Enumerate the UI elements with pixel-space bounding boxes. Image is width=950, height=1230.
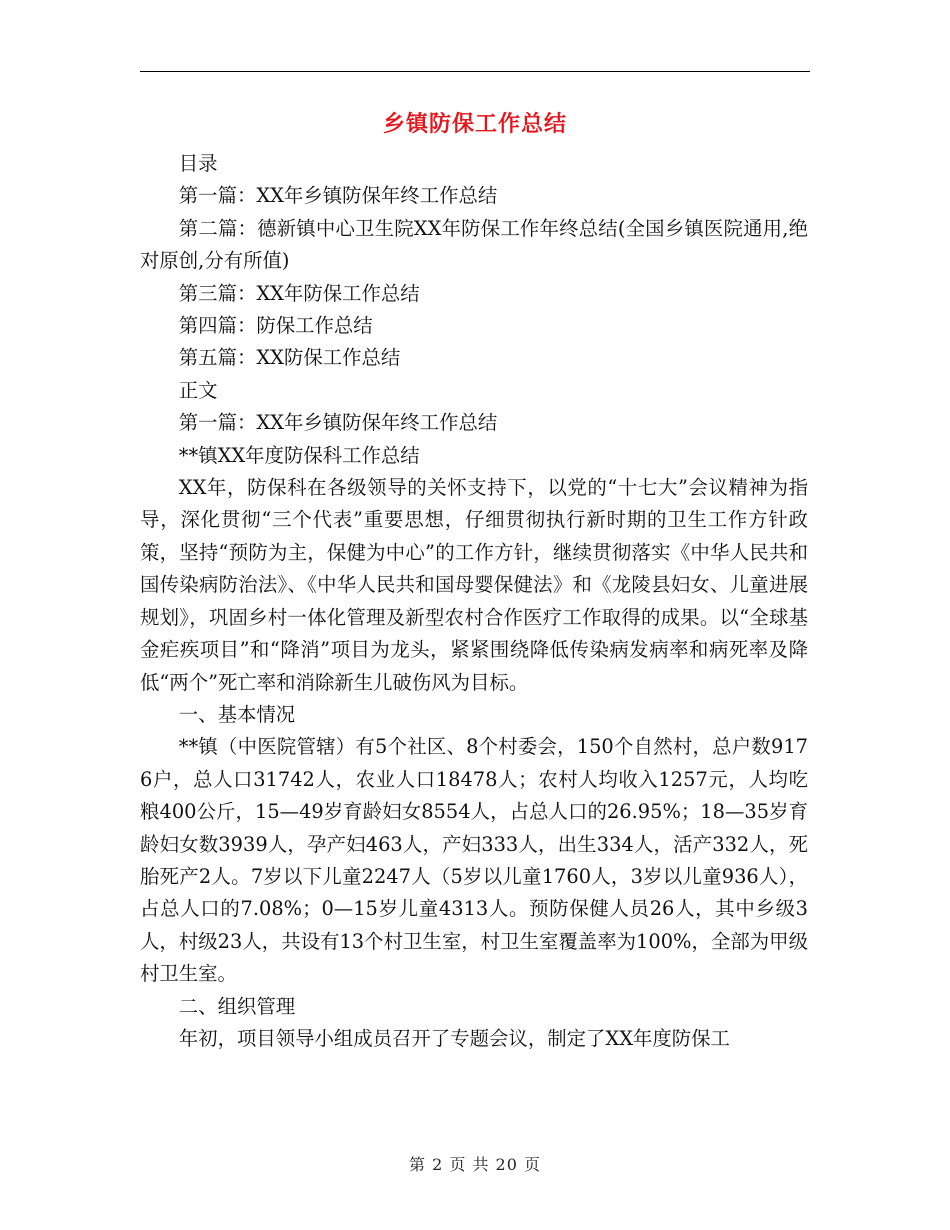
- article-title: 第一篇：XX年乡镇防保年终工作总结: [178, 411, 498, 435]
- document-body: [140, 148, 808, 1055]
- section-heading-organization: 二、组织管理: [178, 994, 296, 1018]
- toc-heading: 目录: [178, 152, 218, 175]
- toc-entry-2: 第二篇：德新镇中心卫生院XX年防保工作年终总结(全国乡镇医院通用,绝对原创,分有所值): [140, 216, 808, 273]
- header-rule: [140, 71, 810, 72]
- basic-info-paragraph: **镇（中医院管辖）有5个社区、8个村委会，150个自然村，总户数9176户，总人口31742人，农业人口18478人；农村人均收入1257元，人均吃粮400公斤，15—49岁育龄妇女8554人，占总人口的26.95%；18—35岁育龄妇女数3939人，孕产妇463人，产妇333人，出生334人，活产332人，死胎死产2人。7岁以下儿童2247人（5岁以儿童1760人，3岁以儿童936人），占总人口的7.08%；0—15岁儿童4313人。预防保健人员26人，其中乡级3人，村级23人，共设有13个村卫生室，村卫生室覆盖率为100%，全部为甲级村卫生室。: [140, 735, 808, 986]
- organization-paragraph: 年初，项目领导小组成员召开了专题会议，制定了XX年度防保工: [178, 1026, 730, 1050]
- toc-entry-1: 第一篇：XX年乡镇防保年终工作总结: [178, 184, 498, 208]
- toc-entry-5: 第五篇：XX防保工作总结: [178, 346, 401, 370]
- intro-paragraph: XX年，防保科在各级领导的关怀支持下，以党的“十七大”会议精神为指导，深化贯彻“三个代表”重要思想，仔细贯彻执行新时期的卫生工作方针政策，坚持“预防为主，保健为中心”的工作方针，继续贯彻落实《中华人民共和国传染病防治法》、《中华人民共和国母婴保健法》和《龙陵县妇女、儿童进展规划》，巩固乡村一体化管理及新型农村合作医疗工作取得的成果。以“全球基金疟疾项目”和“降消”项目为龙头，紧紧围绕降低传染病发病率和病死率及降低“两个”死亡率和消除新生儿破伤风为目标。: [140, 476, 808, 694]
- page-number-footer: 第 2 页 共 20 页: [409, 1155, 541, 1174]
- section-heading-basic: 一、基本情况: [178, 702, 296, 726]
- document-title: 乡镇防保工作总结: [382, 112, 567, 137]
- body-heading: 正文: [178, 378, 218, 402]
- toc-entry-4: 第四篇：防保工作总结: [178, 314, 373, 338]
- article-subtitle: **镇XX年度防保科工作总结: [178, 443, 420, 467]
- toc-entry-3: 第三篇：XX年防保工作总结: [178, 281, 420, 305]
